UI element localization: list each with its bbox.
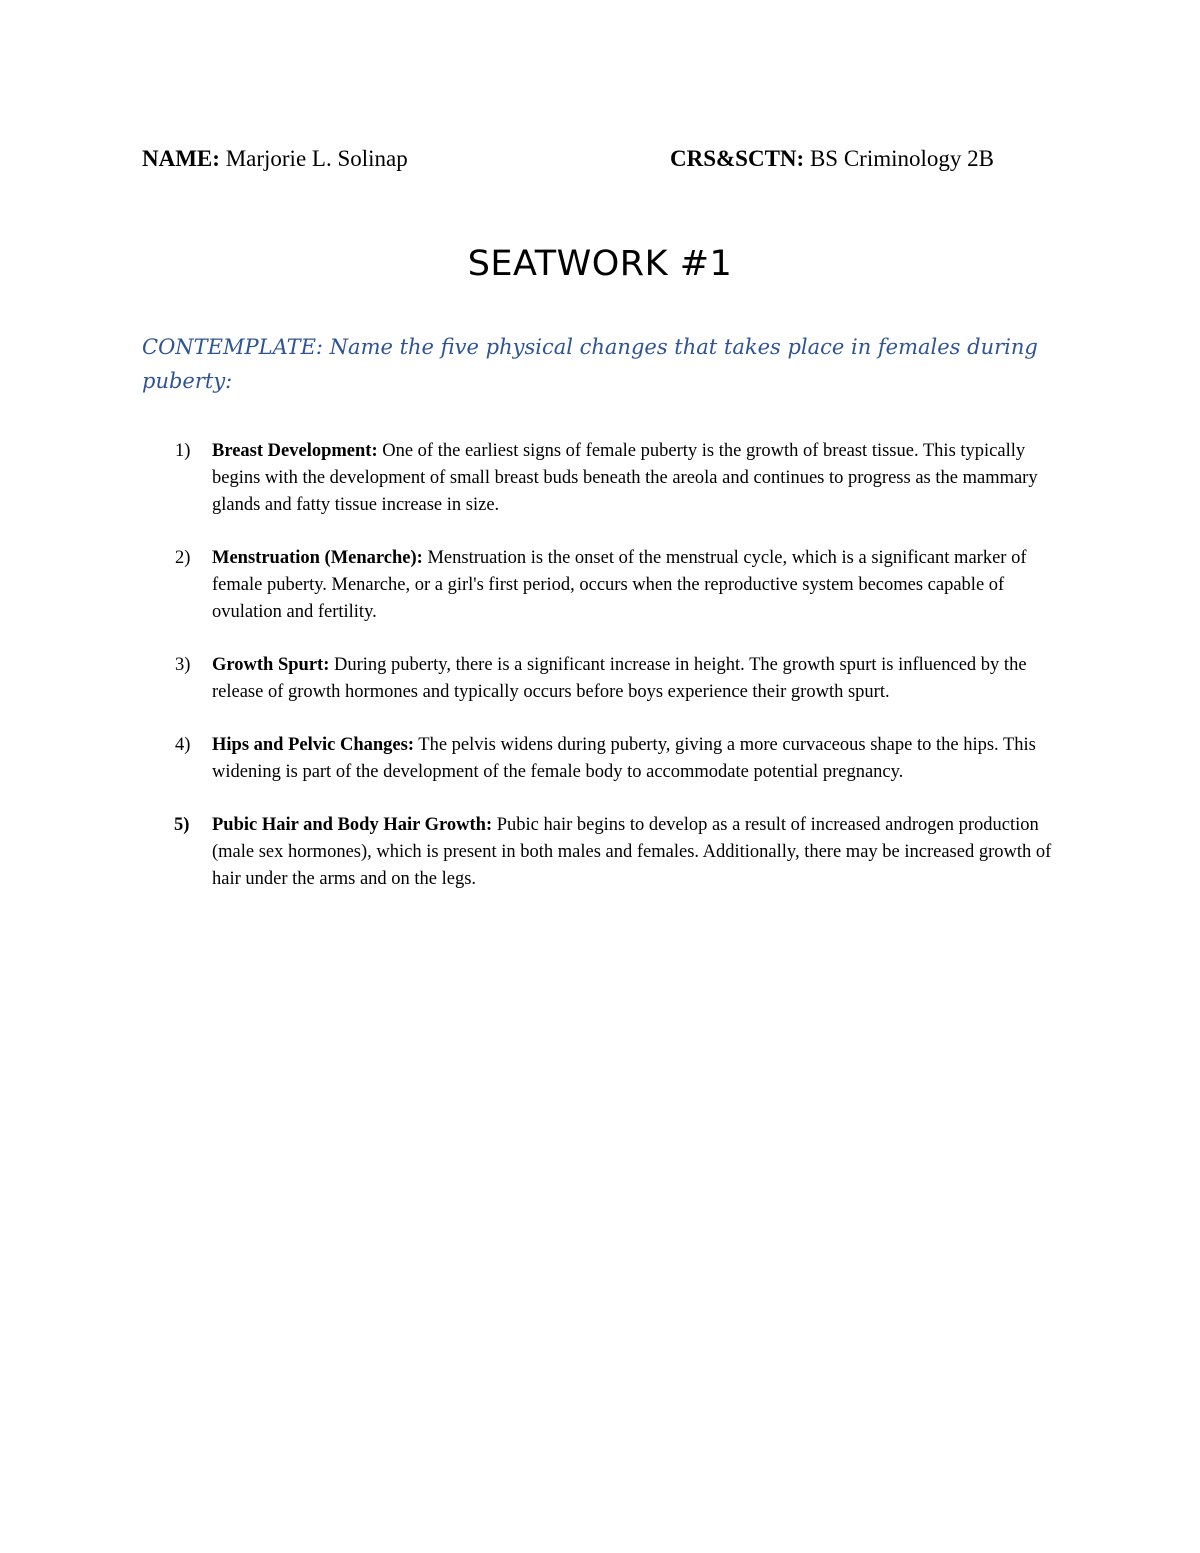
contemplate-prompt: CONTEMPLATE: Name the five physical changes that takes place in females during puberty: [142, 335, 1038, 393]
item-term: Growth Spurt: [212, 655, 330, 675]
name-value: Marjorie L. Solinap [219, 146, 408, 171]
item-text: The pelvis widens during puberty, giving a more curvaceous shape to the hips. This widening is part of the development of the female body to accommodate potential pregnancy. [212, 735, 1036, 782]
item-text: During puberty, there is a significant increase in height. The growth spurt is influenced by the release of growth hormones and typically occurs before boys experience their growth spurt. [212, 655, 1027, 702]
item-term: Hips and Pelvic Changes: [212, 735, 414, 755]
item-number: 2) [175, 548, 191, 568]
item-number: 3) [175, 655, 191, 675]
course-section-value: BS Criminology 2B [804, 146, 994, 171]
item-number: 1) [175, 441, 191, 461]
item-number: 5) [174, 815, 190, 835]
name-line [142, 143, 408, 175]
list-item [142, 545, 1062, 626]
name-label: NAME: [142, 146, 220, 171]
item-term: Menstruation (Menarche): [212, 548, 423, 568]
list-item [142, 812, 1062, 893]
list-item [142, 732, 1062, 786]
course-section-line [670, 143, 994, 175]
item-term: Pubic Hair and Body Hair Growth: [212, 815, 493, 835]
page-title: SEATWORK #1 [467, 244, 733, 284]
answer-list [142, 438, 1062, 919]
list-item [142, 438, 1062, 519]
item-text: One of the earliest signs of female puberty is the growth of breast tissue. This typically begins with the development of small breast buds beneath the areola and continues to progress as the mammary glands and fatty tissue increase in size. [212, 441, 1038, 515]
course-section-label: CRS&SCTN: [670, 146, 805, 171]
item-number: 4) [175, 735, 191, 755]
item-text: Menstruation is the onset of the menstrual cycle, which is a significant marker of female puberty. Menarche, or a girl's first period, occurs when the reproductive system becomes capable of ovulation and fertility. [212, 548, 1027, 622]
item-term: Breast Development: [212, 441, 378, 461]
list-item [142, 652, 1062, 706]
item-text: Pubic hair begins to develop as a result of increased androgen production (male sex hormones), which is present in both males and females. Additionally, there may be increased growth of hair under the arms and on the legs. [212, 815, 1052, 889]
